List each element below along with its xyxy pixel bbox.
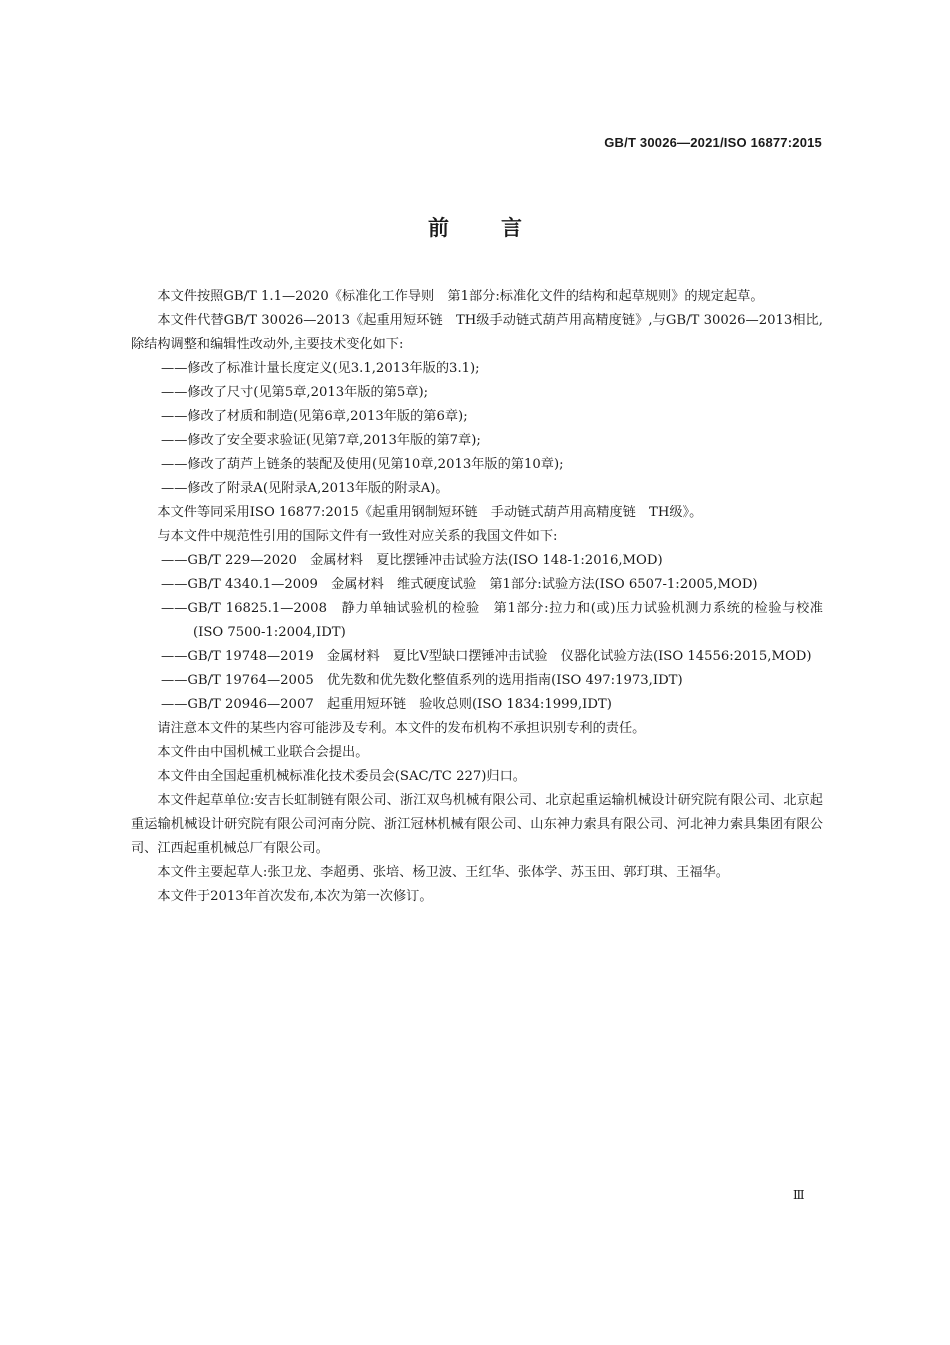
change-item: ——修改了附录A(见附录A,2013年版的附录A)。: [161, 481, 449, 496]
reference-item: ——GB/T 19764—2005 优先数和优先数化整值系列的选用指南(ISO 497:1973,IDT): [161, 673, 683, 688]
reference-item: ——GB/T 16825.1—2008 静力单轴试验机的检验 第1部分:拉力和(或)压力试验机测力系统的检验与校准(ISO 7500-1:2004,IDT): [161, 601, 823, 640]
reference-item: ——GB/T 20946—2007 起重用短环链 验收总则(ISO 1834:1999,IDT): [161, 697, 612, 712]
paragraph: 请注意本文件的某些内容可能涉及专利。本文件的发布机构不承担识别专利的责任。: [157, 721, 646, 736]
paragraph: 本文件由全国起重机械标准化技术委员会(SAC/TC 227)归口。: [157, 769, 526, 784]
paragraph: 本文件等同采用ISO 16877:2015《起重用钢制短环链 手动链式葫芦用高精度链 TH级》。: [157, 505, 703, 520]
page-title: 前言: [428, 215, 574, 240]
paragraph: 本文件起草单位:安吉长虹制链有限公司、浙江双鸟机械有限公司、北京起重运输机械设计研究院有限公司、北京起重运输机械设计研究院有限公司河南分院、浙江冠林机械有限公司、山东神力索具有限公司、河北神力索具集团有限公司、江西起重机械总厂有限公司。: [131, 793, 823, 856]
change-item: ——修改了葫芦上链条的装配及使用(见第10章,2013年版的第10章);: [161, 457, 564, 472]
change-item: ——修改了材质和制造(见第6章,2013年版的第6章);: [161, 409, 468, 424]
paragraph: 本文件按照GB/T 1.1—2020《标准化工作导则 第1部分:标准化文件的结构和起草规则》的规定起草。: [157, 289, 764, 304]
paragraph: 本文件代替GB/T 30026—2013《起重用短环链 TH级手动链式葫芦用高精度链》,与GB/T 30026—2013相比,除结构调整和编辑性改动外,主要技术变化如下:: [131, 313, 823, 352]
reference-item: ——GB/T 229—2020 金属材料 夏比摆锤冲击试验方法(ISO 148-1:2016,MOD): [161, 553, 663, 568]
change-item: ——修改了尺寸(见第5章,2013年版的第5章);: [161, 385, 429, 400]
paragraph: 本文件主要起草人:张卫龙、李超勇、张培、杨卫波、王红华、张体学、苏玉田、郭玎琪、王福华。: [157, 865, 729, 880]
page-number: Ⅲ: [793, 1188, 805, 1202]
paragraph: 本文件由中国机械工业联合会提出。: [157, 745, 369, 760]
foreword-body: [131, 285, 823, 909]
change-item: ——修改了标准计量长度定义(见3.1,2013年版的3.1);: [161, 361, 480, 376]
standard-code: GB/T 30026—2021/ISO 16877:2015: [604, 135, 822, 150]
paragraph: 本文件于2013年首次发布,本次为第一次修订。: [157, 889, 433, 904]
change-item: ——修改了安全要求验证(见第7章,2013年版的第7章);: [161, 433, 481, 448]
reference-item: ——GB/T 19748—2019 金属材料 夏比V型缺口摆锤冲击试验 仪器化试验方法(ISO 14556:2015,MOD): [161, 649, 812, 664]
reference-item: ——GB/T 4340.1—2009 金属材料 维式硬度试验 第1部分:试验方法(ISO 6507-1:2005,MOD): [161, 577, 758, 592]
paragraph: 与本文件中规范性引用的国际文件有一致性对应关系的我国文件如下:: [157, 529, 558, 544]
